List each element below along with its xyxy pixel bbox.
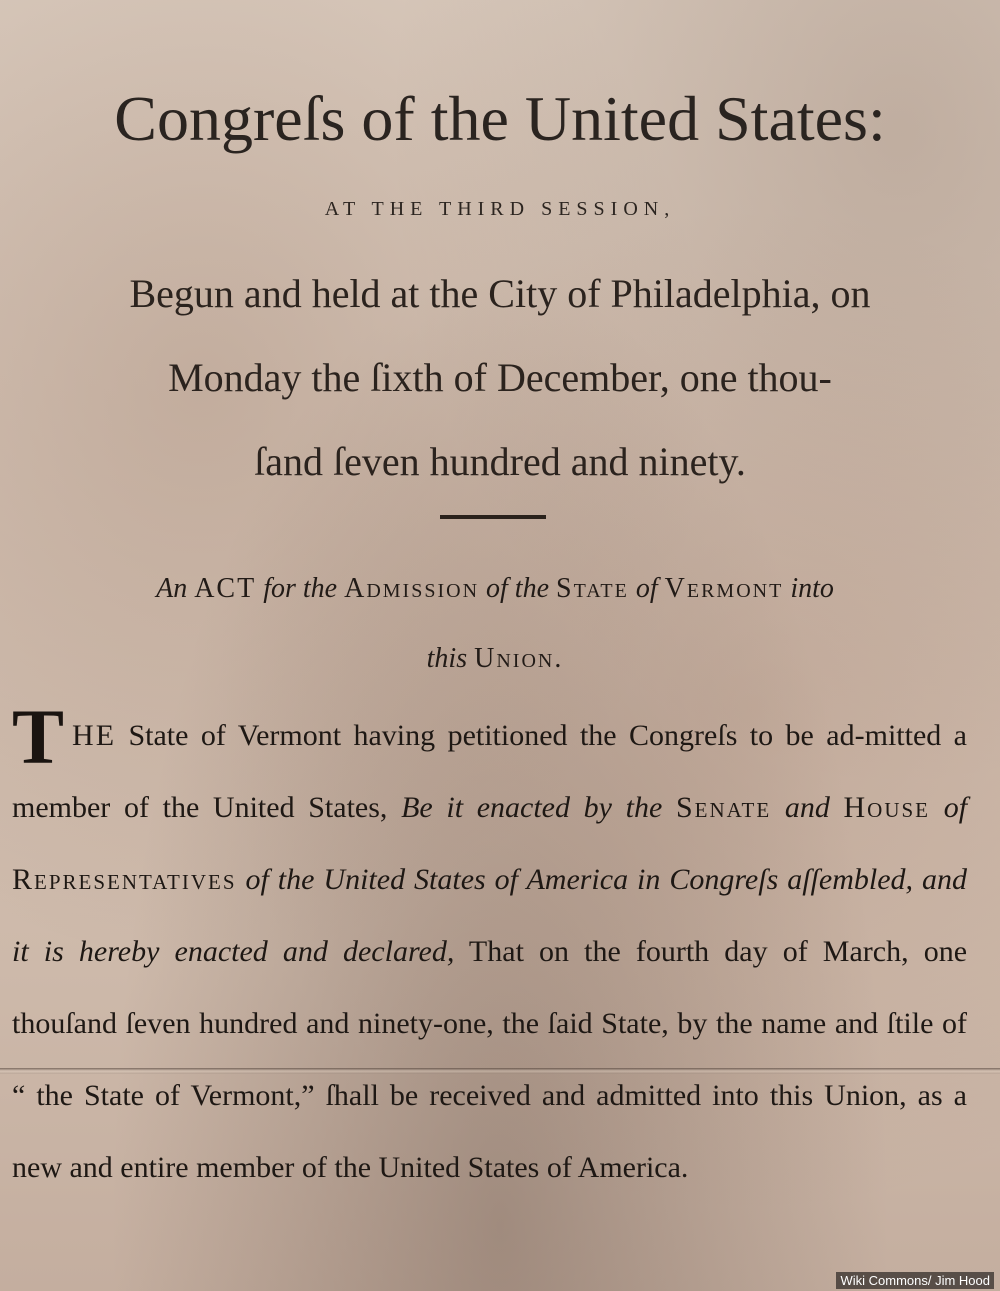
begun-line-1: Begun and held at the City of Philadelphia, on [129,271,871,316]
document-heading: Congreſs of the United States: [114,83,886,154]
body-and: and [784,791,830,824]
act-title-an: An [156,573,188,604]
act-title-of: of [486,573,508,604]
act-body [12,693,968,1204]
act-title-this: this [426,643,468,674]
body-house: House [843,791,931,824]
divider-rule [440,515,546,519]
photo-credit: Wiki Commons/ Jim Hood [836,1272,994,1289]
body-enacting-clause: Be it enacted by the [401,791,663,824]
act-title-of-2: of [635,573,658,604]
act-title-state: State [556,573,629,604]
act-title-for: for [263,573,296,604]
body-of: of [943,791,968,824]
act-title-act: ACT [194,573,257,604]
paper-crease [0,1068,1000,1074]
act-title-admission: Admission [344,573,480,604]
begun-line-3: ſand ſeven hundred and ninety. [254,439,746,484]
begun-paragraph [30,252,970,504]
act-title-the-2: the [514,573,550,604]
begun-line-2: Monday the ſixth of December, one thou- [168,355,832,400]
body-senate: Senate [675,791,772,824]
act-title-into: into [790,573,834,604]
act-title [30,554,960,694]
session-line: AT THE THIRD SESSION, [324,198,676,220]
body-part-1: State of Vermont having petitioned the Congreſs to be ad-mitted a member of the United States, [12,719,968,824]
act-title-union: Union. [474,643,564,674]
drop-cap: T [12,693,65,780]
act-title-the: the [302,573,338,604]
act-title-vermont: Vermont [664,573,784,604]
body-representatives: Representatives [12,863,237,896]
body-part-3: of the United States of America in Congreſs aſſembled, and it is hereby enacted and declared, [12,863,967,968]
body-he: HE [72,719,117,752]
body-part-4: That on the fourth day of March, one thouſand ſeven hundred and ninety-one, the ſaid State, by the name and ſtile of “ the State of Vermont,” ſhall be received and admitted into this Union, as a new and entire member of the United States of America. [12,935,968,1184]
